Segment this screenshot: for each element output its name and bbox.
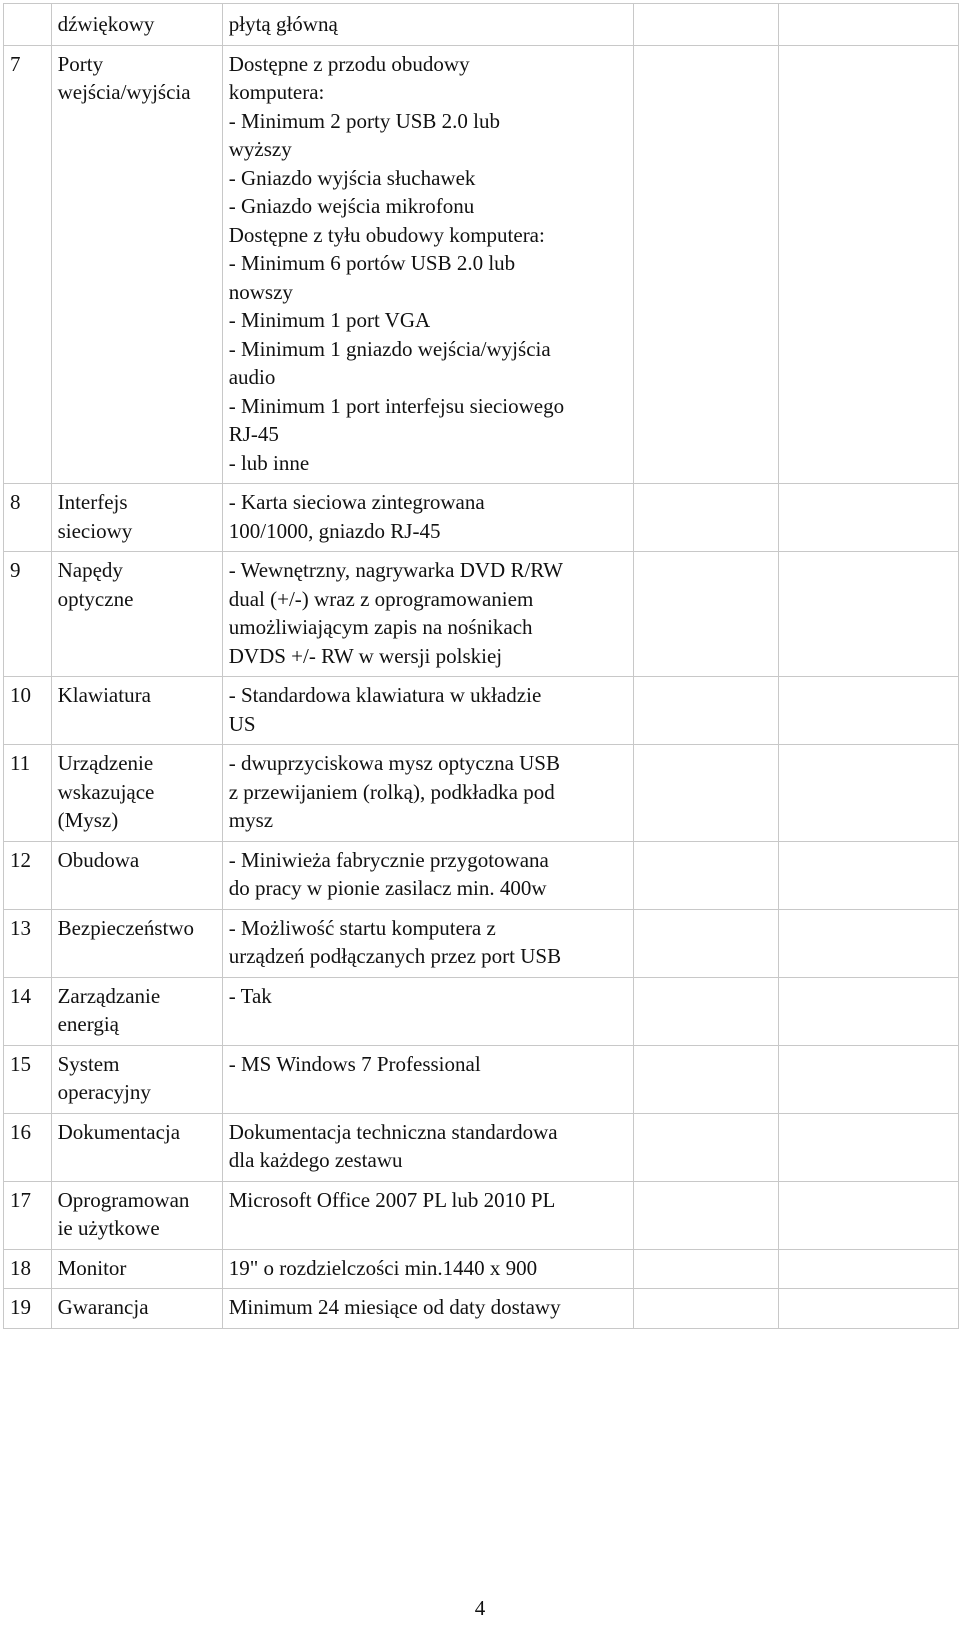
row-empty-cell <box>633 677 778 745</box>
row-empty-cell <box>778 1113 958 1181</box>
page-number: 4 <box>474 1596 486 1620</box>
row-number: 17 <box>4 1181 52 1249</box>
table-row <box>4 1289 959 1329</box>
row-requirement: - dwuprzyciskowa mysz optyczna USB z przewijaniem (rolką), podkładka pod mysz <box>222 745 633 842</box>
row-number: 16 <box>4 1113 52 1181</box>
table-row <box>4 977 959 1045</box>
row-parameter: Napędy optyczne <box>51 552 222 677</box>
row-requirement: Dokumentacja techniczna standardowa dla każdego zestawu <box>222 1113 633 1181</box>
row-empty-cell <box>778 484 958 552</box>
row-number: 9 <box>4 552 52 677</box>
row-number: 18 <box>4 1249 52 1289</box>
row-empty-cell <box>633 745 778 842</box>
row-requirement: - Wewnętrzny, nagrywarka DVD R/RW dual (+/-) wraz z oprogramowaniem umożliwiającym zapis na nośnikach DVDS +/- RW w wersji polskiej <box>222 552 633 677</box>
row-number <box>4 4 52 46</box>
row-empty-cell <box>633 909 778 977</box>
row-empty-cell <box>633 45 778 484</box>
row-empty-cell <box>633 1249 778 1289</box>
table-row <box>4 552 959 677</box>
row-number: 7 <box>4 45 52 484</box>
table-row <box>4 45 959 484</box>
row-empty-cell <box>633 4 778 46</box>
table-row <box>4 841 959 909</box>
row-empty-cell <box>778 1045 958 1113</box>
row-parameter: Gwarancja <box>51 1289 222 1329</box>
specification-table <box>3 3 959 1329</box>
table-row <box>4 4 959 46</box>
row-empty-cell <box>633 1113 778 1181</box>
row-empty-cell <box>778 1289 958 1329</box>
table-row <box>4 1113 959 1181</box>
row-parameter: Oprogramowan ie użytkowe <box>51 1181 222 1249</box>
table-row <box>4 1045 959 1113</box>
table-row <box>4 1181 959 1249</box>
table-row <box>4 677 959 745</box>
row-requirement: - Możliwość startu komputera z urządzeń podłączanych przez port USB <box>222 909 633 977</box>
row-empty-cell <box>633 841 778 909</box>
row-empty-cell <box>633 1289 778 1329</box>
row-number: 12 <box>4 841 52 909</box>
row-requirement: Microsoft Office 2007 PL lub 2010 PL <box>222 1181 633 1249</box>
row-parameter: System operacyjny <box>51 1045 222 1113</box>
row-requirement: Minimum 24 miesiące od daty dostawy <box>222 1289 633 1329</box>
row-empty-cell <box>633 484 778 552</box>
row-requirement: płytą główną <box>222 4 633 46</box>
row-empty-cell <box>633 977 778 1045</box>
row-number: 13 <box>4 909 52 977</box>
row-empty-cell <box>778 552 958 677</box>
row-parameter: Interfejs sieciowy <box>51 484 222 552</box>
row-empty-cell <box>778 677 958 745</box>
table-row <box>4 745 959 842</box>
row-requirement: - MS Windows 7 Professional <box>222 1045 633 1113</box>
row-number: 19 <box>4 1289 52 1329</box>
row-parameter: Porty wejścia/wyjścia <box>51 45 222 484</box>
row-parameter: Zarządzanie energią <box>51 977 222 1045</box>
row-empty-cell <box>778 1249 958 1289</box>
row-number: 15 <box>4 1045 52 1113</box>
row-requirement: - Miniwieża fabrycznie przygotowana do pracy w pionie zasilacz min. 400w <box>222 841 633 909</box>
row-empty-cell <box>778 909 958 977</box>
row-parameter: Klawiatura <box>51 677 222 745</box>
table-row <box>4 909 959 977</box>
row-empty-cell <box>778 841 958 909</box>
row-empty-cell <box>778 977 958 1045</box>
row-empty-cell <box>633 1045 778 1113</box>
row-empty-cell <box>778 1181 958 1249</box>
row-requirement: 19" o rozdzielczości min.1440 x 900 <box>222 1249 633 1289</box>
row-requirement: Dostępne z przodu obudowy komputera: - Minimum 2 porty USB 2.0 lub wyższy - Gniazdo wyjścia słuchawek - Gniazdo wejścia mikrofonu Dostępne z tyłu obudowy komputera: - Minimum 6 portów USB 2.0 lub nowszy - Minimum 1 port VGA - Minimum 1 gniazdo wejścia/wyjścia audio - Minimum 1 port interfejsu sieciowego RJ-45 - lub inne <box>222 45 633 484</box>
row-requirement: - Tak <box>222 977 633 1045</box>
row-parameter: dźwiękowy <box>51 4 222 46</box>
row-number: 14 <box>4 977 52 1045</box>
row-parameter: Monitor <box>51 1249 222 1289</box>
row-requirement: - Standardowa klawiatura w układzie US <box>222 677 633 745</box>
row-empty-cell <box>778 745 958 842</box>
row-empty-cell <box>778 4 958 46</box>
table-row <box>4 484 959 552</box>
row-parameter: Obudowa <box>51 841 222 909</box>
row-number: 10 <box>4 677 52 745</box>
row-empty-cell <box>633 552 778 677</box>
row-number: 8 <box>4 484 52 552</box>
row-requirement: - Karta sieciowa zintegrowana 100/1000, gniazdo RJ-45 <box>222 484 633 552</box>
row-parameter: Bezpieczeństwo <box>51 909 222 977</box>
row-empty-cell <box>778 45 958 484</box>
table-row <box>4 1249 959 1289</box>
row-parameter: Urządzenie wskazujące (Mysz) <box>51 745 222 842</box>
row-parameter: Dokumentacja <box>51 1113 222 1181</box>
row-number: 11 <box>4 745 52 842</box>
row-empty-cell <box>633 1181 778 1249</box>
